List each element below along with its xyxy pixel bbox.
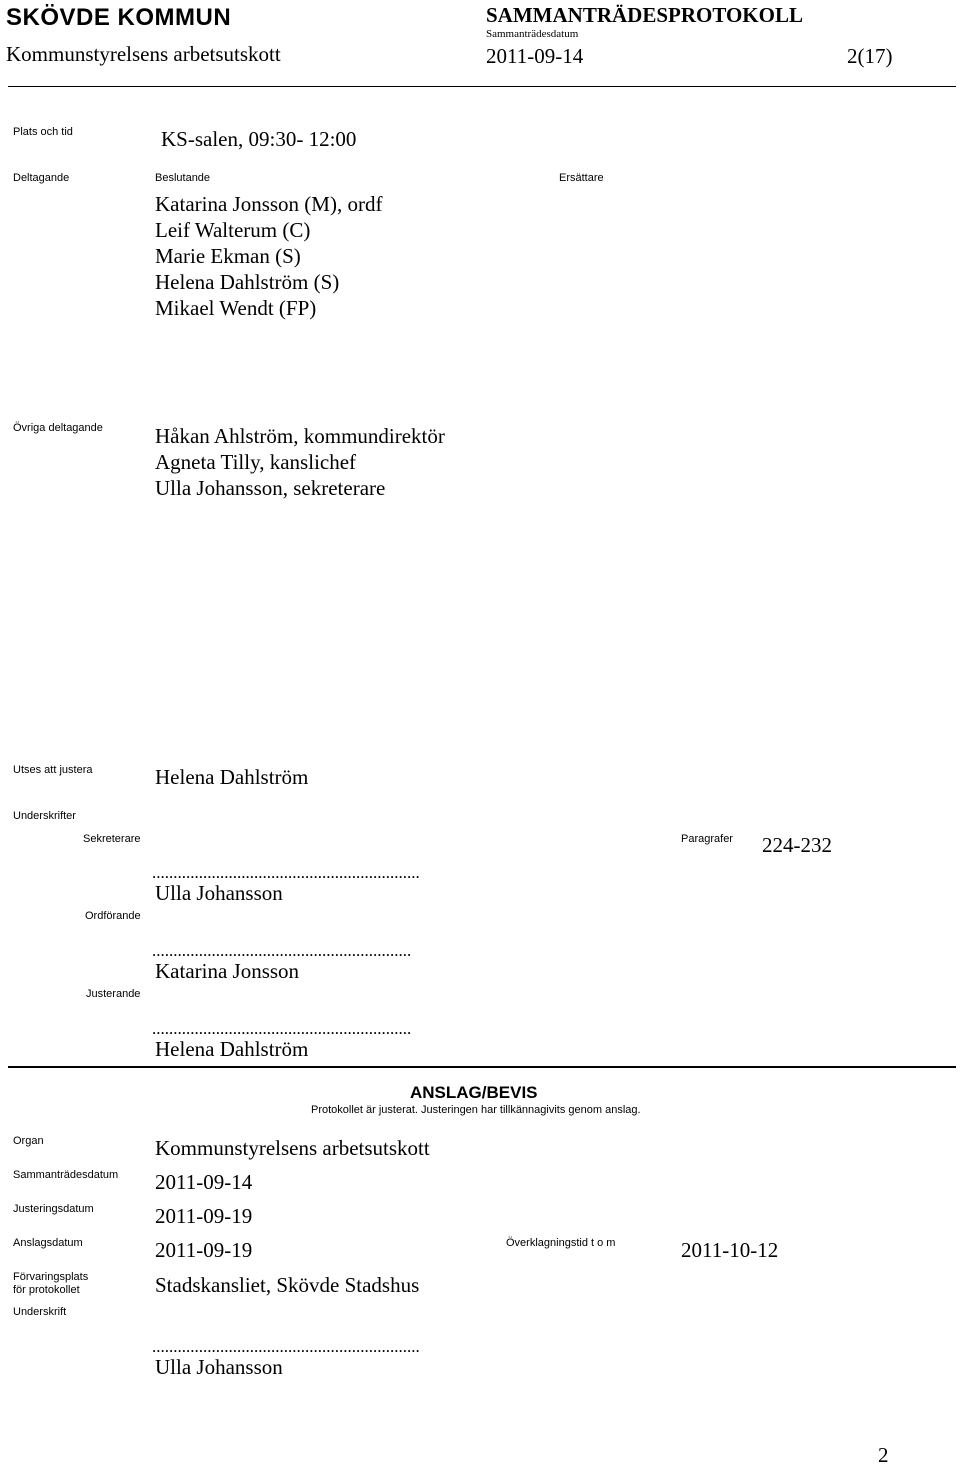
deciding-member: Katarina Jonsson (M), ordf [155, 192, 383, 216]
page-indicator: 2(17) [847, 44, 893, 68]
secretary-name: Ulla Johansson [155, 881, 283, 905]
chair-label: Ordförande [85, 910, 141, 922]
committee-title: Kommunstyrelsens arbetsutskott [6, 42, 281, 66]
appeal-value: 2011-10-12 [681, 1238, 779, 1262]
other-participant: Håkan Ahlström, kommundirektör [155, 424, 445, 448]
posting-date-label: Anslagsdatum [13, 1237, 83, 1249]
paragraphs-label: Paragrafer [681, 833, 733, 845]
other-participant: Ulla Johansson, sekreterare [155, 476, 386, 500]
paragraphs-value: 224-232 [762, 833, 832, 857]
signature-label: Underskrift [13, 1306, 67, 1318]
deciding-member: Mikael Wendt (FP) [155, 296, 317, 320]
adjust-value: Helena Dahlström [155, 765, 309, 789]
adjuster-name: Helena Dahlström [155, 1037, 309, 1061]
other-participant: Agneta Tilly, kanslichef [155, 450, 357, 474]
deciding-label: Beslutande [155, 172, 211, 184]
others-label: Övriga deltagande [13, 422, 103, 434]
adjuster-label: Justerande [86, 988, 141, 1000]
notice-signature-name: Ulla Johansson [155, 1355, 283, 1379]
adjust-date-label: Justeringsdatum [13, 1203, 94, 1215]
signature-line-secretary: ............................................................... [152, 863, 420, 882]
date-label: Sammanträdesdatum [486, 28, 579, 40]
place-value: KS-salen, 09:30- 12:00 [161, 127, 357, 151]
substitutes-label: Ersättare [559, 172, 604, 184]
chair-name: Katarina Jonsson [155, 959, 300, 983]
meeting-date: 2011-09-14 [486, 44, 584, 68]
storage-value: Stadskansliet, Skövde Stadshus [155, 1273, 420, 1297]
header-divider [8, 86, 956, 87]
meeting-date-value: 2011-09-14 [155, 1170, 253, 1194]
page-number: 2 [878, 1443, 889, 1467]
meeting-date-label: Sammanträdesdatum [13, 1169, 119, 1181]
deciding-member: Marie Ekman (S) [155, 244, 301, 268]
secretary-label: Sekreterare [83, 833, 141, 845]
organ-value: Kommunstyrelsens arbetsutskott [155, 1136, 430, 1160]
appeal-label: Överklagningstid t o m [506, 1237, 616, 1249]
notice-divider [8, 1066, 956, 1068]
storage-label-line-1: Förvaringsplats [13, 1271, 89, 1283]
storage-label-line-2: för protokollet [13, 1284, 80, 1296]
deciding-member: Leif Walterum (C) [155, 218, 311, 242]
others-list [155, 423, 445, 501]
participants-label: Deltagande [13, 172, 70, 184]
notice-title: ANSLAG/BEVIS [410, 1083, 538, 1102]
signatures-label: Underskrifter [13, 810, 76, 822]
adjust-date-value: 2011-09-19 [155, 1204, 253, 1228]
signature-line-adjuster: ............................................................. [152, 1019, 412, 1038]
document-type: SAMMANTRÄDESPROTOKOLL [486, 3, 803, 27]
posting-date-value: 2011-09-19 [155, 1238, 253, 1262]
deciding-list [155, 191, 382, 321]
organ-label: Organ [13, 1135, 44, 1147]
signature-line-notice: ............................................................... [152, 1337, 420, 1356]
notice-subtitle: Protokollet är justerat. Justeringen har tillkännagivits genom anslag. [311, 1104, 641, 1116]
municipality-name: SKÖVDE KOMMUN [6, 4, 232, 31]
place-label: Plats och tid [13, 126, 73, 138]
deciding-member: Helena Dahlström (S) [155, 270, 340, 294]
municipality-logo [6, 4, 231, 32]
adjust-label: Utses att justera [13, 764, 93, 776]
signature-line-chair: ............................................................. [152, 941, 412, 960]
storage-label [13, 1271, 88, 1297]
